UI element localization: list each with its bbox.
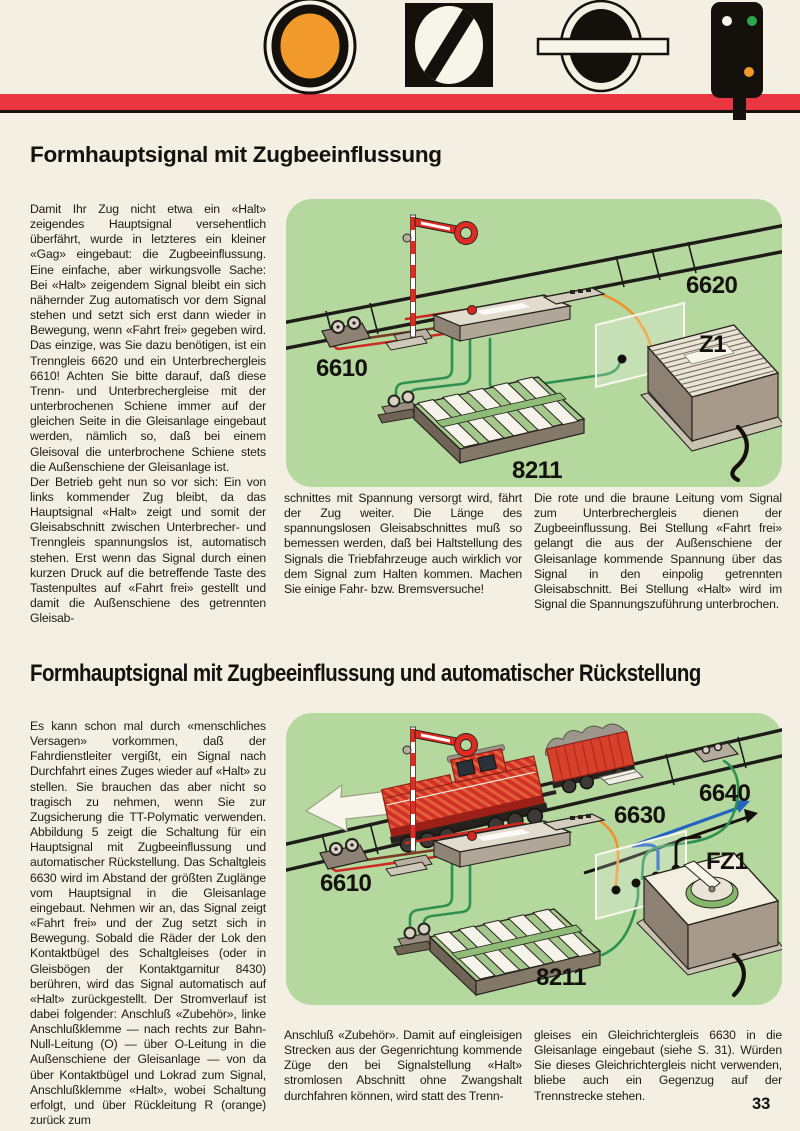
label-6610: 6610: [320, 870, 372, 897]
label-6640: 6640: [699, 780, 751, 807]
label-fz1: FZ1: [706, 848, 748, 875]
orange-disc-signal-icon: [265, 0, 355, 93]
section1-column1: [30, 202, 266, 626]
header-signal-symbols: [0, 0, 800, 122]
terminal-post: [618, 355, 627, 364]
section2-column1: Es kann schon mal durch «menschliches Versagen» vorkommen, daß der Fahrdienstleiter vergißt, ein Signal nach Durchfahrt eines Zuges wieder auf «Halt» zu stellen. Sie brauchen das aber nicht so tragisch zu nehmen, wenn Sie zur Zugsicherung die TT-Polymatic verwenden. Abbildung 5 zeigt die Schaltung für ein Hauptsignal mit Zugbeeinflussung und automatischer Rückstellung. Das Schaltgleis 6630 wird im Abstand der größten Zuglänge vom Hauptsignal in die Gleisanlage eingebaut. Nehmen wir an, das Signal zeigt «Fahrt frei» und der Zug setzt sich in Bewegung. Sobald die Räder der Lok den Kontaktbügel des Schaltgleises (oder in Gleisbögen der Kontaktgarnitur 8430) berühren, wird das Signal automatisch auf «Halt» zurückgestellt. Der Stromverlauf ist dabei folgender: Anschluß «Zubehör», linke Anschlußklemme — nach rechts zur Bahn-Null-Leitung (O) — über O-Leitung in die Außenschiene der Gleisanlage — von da über Kontaktbügel und Lokrad zum Signal, Anschlußklemme «Halt», wobei Schaltung erfolgt, und über Rückleitung R (orange) zurück zum: [30, 719, 266, 1128]
red-stripe: [0, 94, 800, 110]
section1-col1-paragraph1: Damit Ihr Zug nicht etwa ein «Halt» zeigendes Hauptsignal versehentlich überfährt, wurde in letzteres ein kleiner «Gag» eingebaut: die Zugbeeinflussung. Eine einfache, aber wirkungsvolle Sache: Bei «Halt» zeigendem Signal bleibt ein sich nähernder Zug automatisch vor dem Signal stehen und setzt sich erst dann wieder in Bewegung, wenn «Fahrt frei» gegeben wird. Das einzige, was Sie dazu benötigen, ist ein Trenngleis 6620 und ein Unterbrechergleis 6610! Achten Sie bitte darauf, daß diese Trenn- und Unterbrechergleise mit der unterbrochenen Schiene immer auf der gleichen Seite in die Gleisanlage eingebaut werden, nämlich so, daß bei einem Gleisoval die unterbrochene Schiene stets die Außenschiene der Gleisanlage ist.: [30, 202, 266, 474]
red-knob: [468, 306, 477, 315]
label-6620: 6620: [686, 272, 738, 299]
terminal-post: [632, 879, 641, 888]
figure-zugbeeinflussung: [286, 199, 782, 487]
label-8211: 8211: [512, 457, 563, 484]
section2-title: Formhauptsignal mit Zugbeeinflussung und automatischer Rückstellung: [30, 660, 701, 687]
label-z1: Z1: [699, 331, 727, 358]
section2-column3: gleises ein Gleichrichtergleis 6630 in die Gleisanlage eingebaut (siehe S. 31). Würden Sie dieses Gleichrichtergleis nicht verwenden, bliebe auch ein Gegenzug auf der Trennstrecke stehen.: [534, 1028, 782, 1103]
bar-disc-signal-icon: [538, 1, 668, 91]
page-number: 33: [752, 1095, 771, 1113]
label-6610: 6610: [316, 355, 368, 382]
section1-col1-paragraph2: Der Betrieb geht nun so vor sich: Ein von links kommender Zug bleibt, da das Hauptsignal «Halt» zeigt und somit der Gleisabschnitt zwischen Unterbrecher- und Trenngleis spannungslos ist, automatisch stehen. Erst wenn das Signal durch einen kurzen Druck auf die betreffende Taste des Tastenpultes auf «Fahrt frei» gestellt und damit die Außenschiene des getrennten Gleisab-: [30, 474, 266, 626]
red-knob: [468, 832, 477, 841]
figure-automatische-rueckstellung: [286, 713, 782, 1005]
label-6630: 6630: [614, 802, 666, 829]
stripe-underline: [0, 110, 800, 113]
section2-column2: Anschluß «Zubehör». Damit auf eingleisigen Strecken aus der Gegenrichtung kommende Züge den bei Signalstellung «Halt» stromlosen Abschnitt ohne Zwangshalt durchfahren können, wird statt des Trenn-: [284, 1028, 522, 1103]
terminal-post: [612, 886, 621, 895]
section1-column3: Die rote und die braune Leitung vom Signal zum Unterbrechergleis dienen der Zugbeeinflussung. Bei Stellung «Fahrt frei» gelangt die aus der Außenschiene der Gleisanlage kommende Spannung über das Signal in den einpolig getrennten Gleisabschnitt. Bei Stellung «Halt» wird im Signal die Spannungszuführung unterbrochen.: [534, 491, 782, 612]
section1-column2: schnittes mit Spannung versorgt wird, fährt der Zug weiter. Die Länge des spannungslosen Gleisabschnittes muß so bemessen werden, daß bei Haltstellung des Signals die Triebfahrzeuge auch wirklich vor dem Signal zum Halten kommen. Machen Sie einige Fahr- bzw. Bremsversuche!: [284, 491, 522, 596]
crossed-disc-signal-icon: [405, 3, 493, 87]
label-8211: 8211: [536, 964, 587, 991]
section1-title: Formhauptsignal mit Zugbeeinflussung: [30, 142, 442, 167]
